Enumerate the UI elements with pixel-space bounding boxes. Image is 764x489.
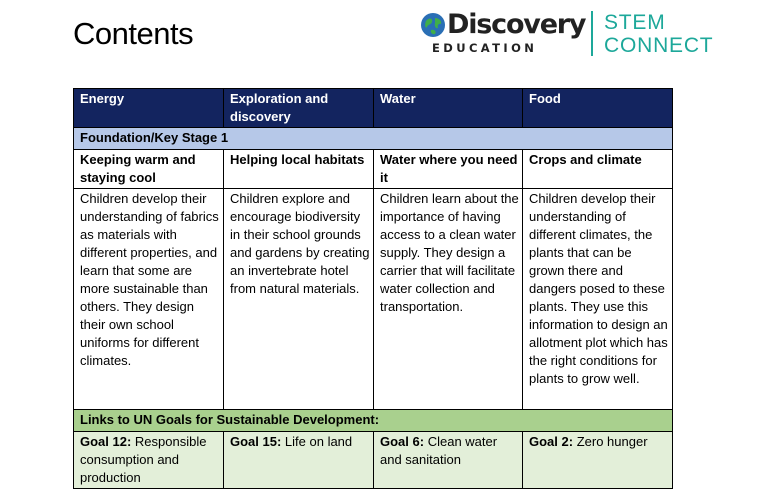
description-food: Children develop their understanding of different climates, the plants that can be grown there and dangers posed to these plants. They use this information to design an allotment plot which has the right conditions for plants to grow well. — [523, 189, 673, 410]
description-water: Children learn about the importance of having access to a clean water supply. They design a carrier that will facilitate water collection and transportation. — [374, 189, 523, 410]
goal-text: Clean water and sanitation — [380, 434, 498, 467]
goal-text: Life on land — [284, 434, 353, 449]
discovery-stem-connect-logo — [420, 10, 720, 60]
globe-icon — [420, 12, 446, 38]
goal-exploration — [224, 432, 374, 489]
description-energy: Children develop their understanding of fabrics as materials with different properties, and learn that some are more sustainable than others. They design their own school uniforms for different climates. — [74, 189, 224, 410]
logo-product-line1: STEM — [604, 11, 666, 34]
column-header-energy: Energy — [74, 89, 224, 128]
goal-text: Zero hunger — [576, 434, 648, 449]
un-goals-heading: Links to UN Goals for Sustainable Development: — [74, 410, 673, 432]
topic-energy: Keeping warm and staying cool — [74, 150, 224, 189]
page-title: Contents — [73, 16, 194, 51]
goal-label: Goal 15: — [230, 434, 282, 449]
goal-energy — [74, 432, 224, 489]
header-row — [74, 89, 673, 128]
description-row — [74, 189, 673, 410]
goal-water — [374, 432, 523, 489]
contents-table — [73, 88, 673, 489]
links-row — [74, 410, 673, 432]
goal-label: Goal 6: — [380, 434, 425, 449]
column-header-food: Food — [523, 89, 673, 128]
logo-sub-text: EDUCATION — [432, 41, 538, 55]
description-exploration: Children explore and encourage biodiversity in their school grounds and gardens by creating an invertebrate hotel from natural materials. — [224, 189, 374, 410]
logo-product-line2: CONNECT — [604, 34, 714, 57]
logo-brand-text: Discovery — [447, 9, 586, 40]
goal-label: Goal 12: — [80, 434, 132, 449]
column-header-water: Water — [374, 89, 523, 128]
stage-row — [74, 128, 673, 150]
topic-water: Water where you need it — [374, 150, 523, 189]
topic-food: Crops and climate — [523, 150, 673, 189]
topic-exploration: Helping local habitats — [224, 150, 374, 189]
stage-label: Foundation/Key Stage 1 — [74, 128, 673, 150]
goal-food — [523, 432, 673, 489]
goal-label: Goal 2: — [529, 434, 574, 449]
discovery-wordmark — [420, 10, 585, 40]
goals-row — [74, 432, 673, 489]
column-header-exploration: Exploration and discovery — [224, 89, 374, 128]
goal-text: Responsible consumption and production — [80, 434, 207, 485]
logo-divider — [591, 11, 593, 56]
topic-row — [74, 150, 673, 189]
logo-product-text — [604, 11, 713, 57]
